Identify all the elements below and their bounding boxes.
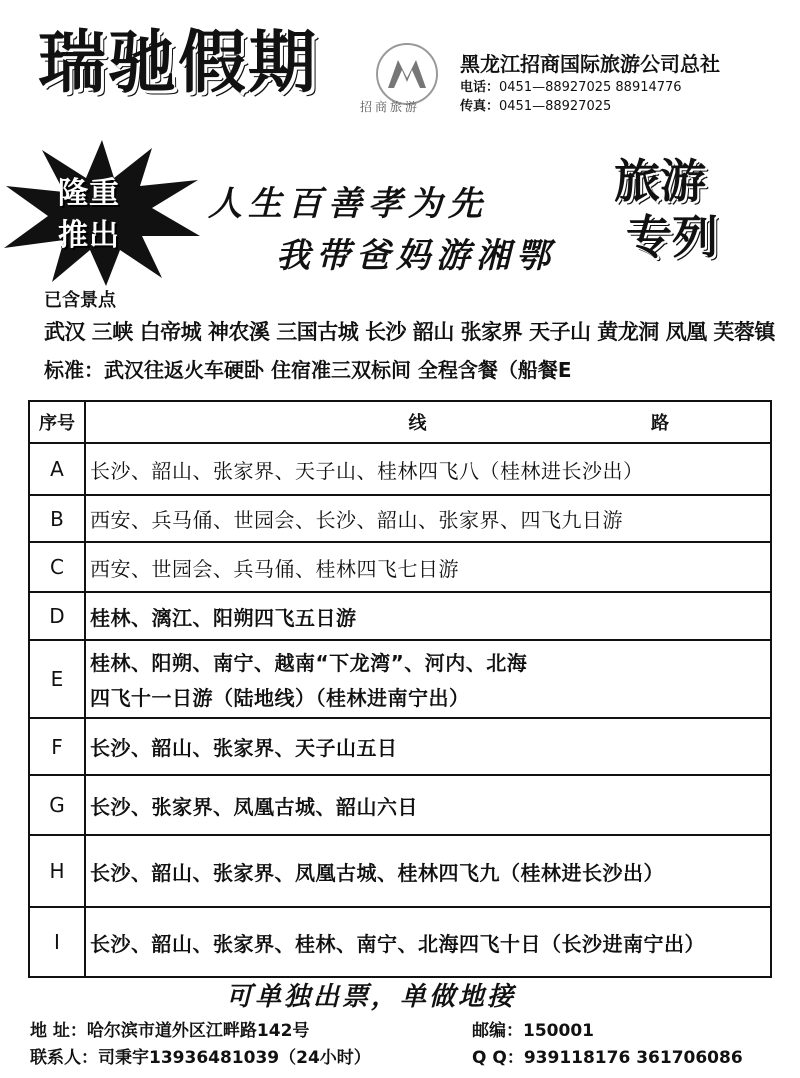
phone-label: 电话：	[460, 80, 500, 95]
route-no: I	[30, 908, 86, 976]
table-row	[30, 541, 770, 591]
route-no: G	[30, 776, 86, 834]
slogan-line1: 人生百善孝为先	[208, 184, 488, 224]
table-header-row	[30, 402, 770, 442]
included-spots-list: 武汉 三峡 白帝城 神农溪 三国古城 长沙 韶山 张家界 天子山 黄龙洞 凤凰 芙蓉镇	[44, 320, 775, 344]
phone-line	[460, 76, 682, 95]
logo-caption: 招商旅游	[360, 100, 421, 114]
contact-line	[30, 1043, 371, 1068]
address-value: 哈尔滨市道外区江畔路142号	[86, 1021, 310, 1041]
badge-line2: 推出	[58, 218, 120, 253]
table-row	[30, 717, 770, 774]
postcode-label: 邮编：	[472, 1021, 523, 1041]
table-row	[30, 442, 770, 494]
route-line1: 长沙、韶山、张家界、凤凰古城、桂林四飞九（桂林进长沙出）	[90, 860, 664, 885]
route-line1: 长沙、韶山、张家界、天子山五日	[90, 736, 398, 760]
route-desc	[86, 543, 770, 591]
table-row	[30, 834, 770, 906]
address-label: 地 址：	[30, 1021, 87, 1041]
route-line1: 桂林、漓江、阳朔四飞五日游	[90, 605, 357, 630]
fax-value: 0451—88927025	[499, 99, 612, 114]
route-line1: 西安、兵马俑、世园会、长沙、韶山、张家界、四飞九日游	[90, 508, 623, 532]
route-desc	[86, 908, 770, 976]
route-line1: 长沙、韶山、张家界、桂林、南宁、北海四飞十日（长沙进南宁出）	[90, 931, 705, 956]
qq-value: 939118176 361706086	[523, 1048, 743, 1068]
route-line1: 长沙、张家界、凤凰古城、韶山六日	[90, 794, 418, 819]
route-line1: 长沙、韶山、张家界、天子山、桂林四飞八（桂林进长沙出）	[90, 458, 644, 483]
table-row	[30, 906, 770, 976]
special-line1: 旅游	[614, 154, 706, 208]
company-name: 黑龙江招商国际旅游公司总社	[460, 52, 720, 76]
badge-line1: 隆重	[58, 176, 120, 211]
col-header-no: 序号	[30, 402, 86, 442]
route-no: A	[30, 444, 86, 494]
fax-line	[460, 95, 611, 114]
address-line	[30, 1016, 309, 1041]
qq-line	[472, 1043, 743, 1068]
route-desc	[86, 444, 770, 494]
phone-value: 0451—88927025 88914776	[499, 80, 682, 95]
route-no: F	[30, 719, 86, 774]
col-header-route-a: 线	[408, 413, 427, 434]
slogan-line2: 我带爸妈游湘鄂	[276, 236, 556, 276]
postcode-line	[472, 1016, 594, 1041]
postcode-value: 150001	[523, 1021, 594, 1041]
route-desc	[86, 836, 770, 906]
table-row	[30, 591, 770, 639]
contact-label: 联系人：	[30, 1048, 98, 1068]
included-spots-title: 已含景点	[44, 290, 116, 311]
table-row	[30, 639, 770, 717]
travel-standard: 标准：武汉往返火车硬卧 住宿准三双标间 全程含餐（船餐E	[44, 358, 572, 382]
route-no: E	[30, 641, 86, 717]
col-header-route-b: 路	[651, 413, 670, 434]
fax-label: 传真：	[460, 99, 500, 114]
table-row	[30, 494, 770, 541]
route-no: B	[30, 496, 86, 541]
route-line1: 桂林、阳朔、南宁、越南“下龙湾”、河内、北海	[90, 651, 528, 675]
qq-label: Q Q：	[472, 1048, 524, 1068]
route-no: C	[30, 543, 86, 591]
col-header-route	[86, 402, 770, 442]
route-desc	[86, 641, 770, 717]
route-line1: 西安、世园会、兵马俑、桂林四飞七日游	[90, 556, 459, 581]
route-no: D	[30, 593, 86, 639]
footer-slogan: 可单独出票，单做地接	[226, 982, 517, 1012]
table-row	[30, 774, 770, 834]
routes-table	[28, 400, 772, 978]
route-desc	[86, 593, 770, 639]
route-desc	[86, 719, 770, 774]
route-desc	[86, 776, 770, 834]
route-no: H	[30, 836, 86, 906]
route-line2: 四飞十一日游（陆地线）（桂林进南宁出）	[90, 686, 470, 710]
contact-value: 司秉宇13936481039（24小时）	[98, 1048, 371, 1068]
special-line2: 专列	[626, 210, 718, 264]
brand-title: 瑞驰假期	[38, 24, 319, 103]
route-desc	[86, 496, 770, 541]
